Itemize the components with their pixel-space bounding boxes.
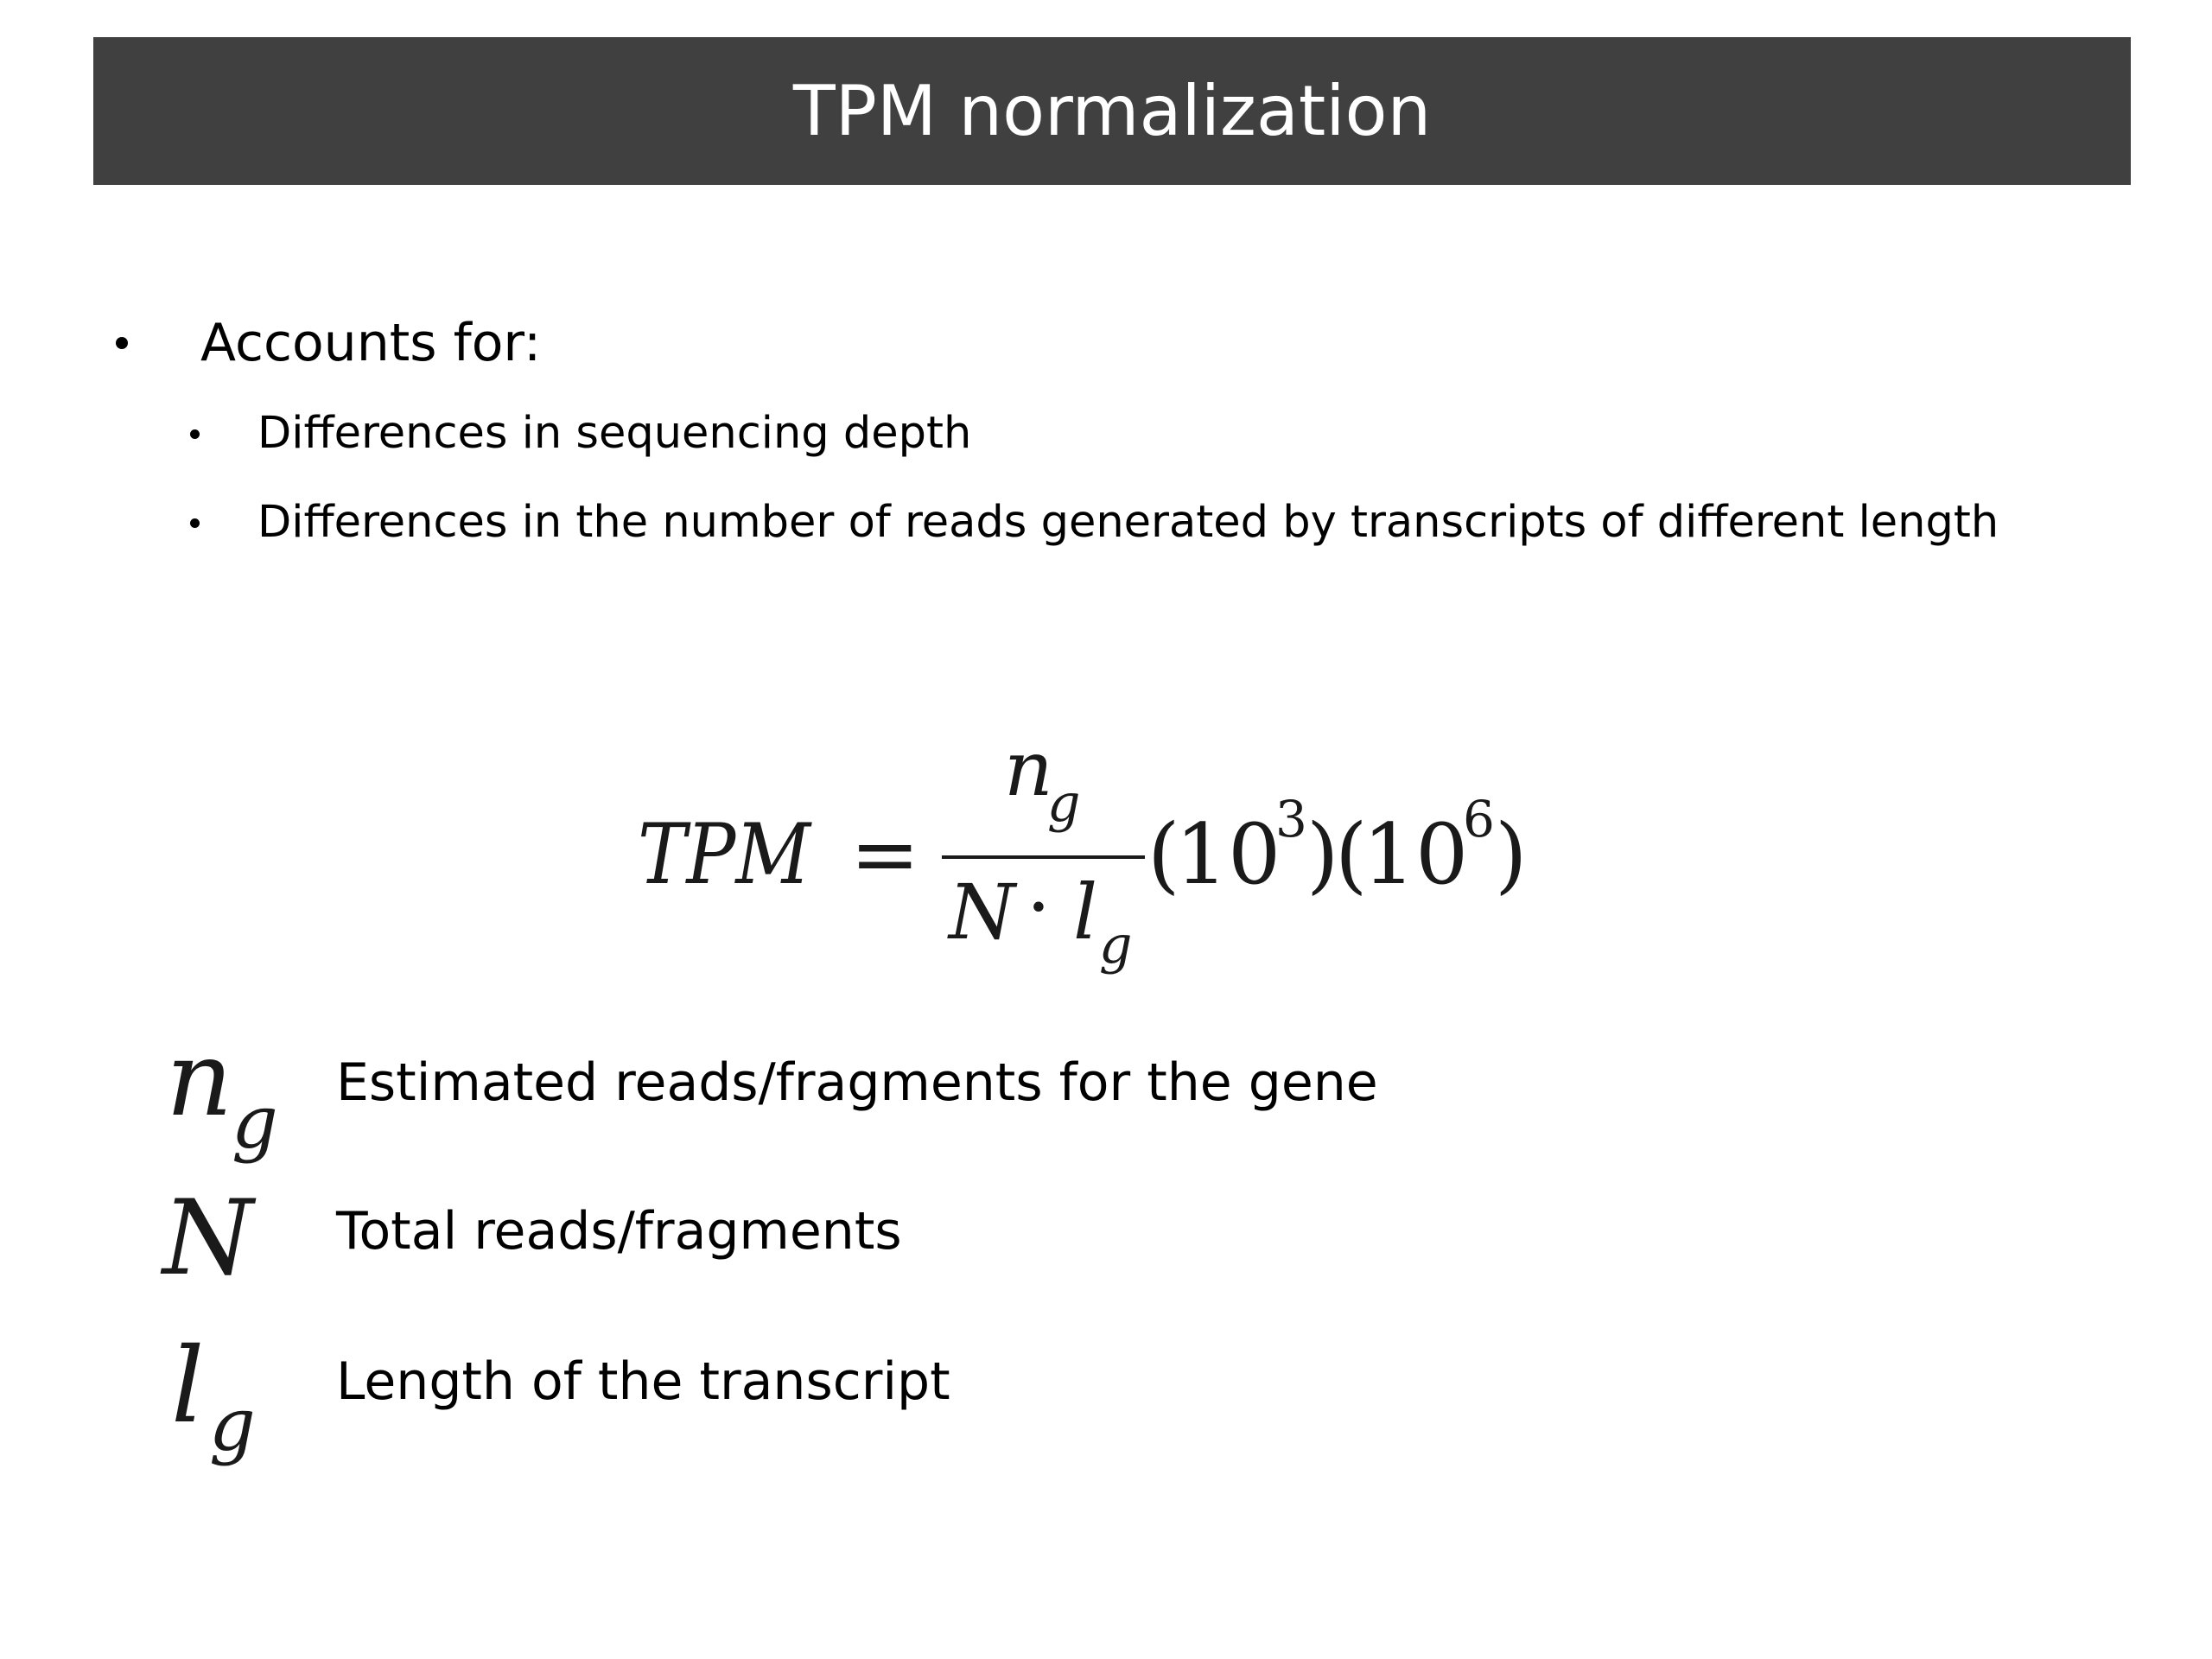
- tpm-formula: [605, 726, 1555, 976]
- bullet-heading-text: Accounts for:: [200, 313, 542, 373]
- definition-description: Total reads/fragments: [336, 1201, 902, 1262]
- slide-title: TPM normalization: [792, 70, 1432, 151]
- definition-symbol: N: [162, 1179, 253, 1299]
- definition-subscript: g: [209, 1382, 256, 1467]
- definition-description: Estimated reads/fragments for the gene: [336, 1052, 1378, 1113]
- bullet-dot-icon: [190, 518, 200, 528]
- formula-denominator-symbol-b: l: [1073, 868, 1098, 957]
- formula-open-paren: (: [1147, 806, 1180, 903]
- bullet-item-text: Differences in sequencing depth: [257, 408, 972, 459]
- bullet-item: [190, 497, 1999, 549]
- formula-factor1-base: 10: [1175, 806, 1281, 903]
- bullet-heading: [116, 313, 541, 373]
- definition-symbol: l: [171, 1326, 205, 1446]
- bullet-item-text: Differences in the number of reads generated by transcripts of different length: [257, 497, 1999, 548]
- formula-open-paren: (: [1335, 806, 1368, 903]
- formula-denominator-symbol-a: N: [949, 868, 1015, 957]
- formula-factor2-base: 10: [1363, 806, 1469, 903]
- bullet-dot-icon: [116, 337, 128, 349]
- formula-factor2-exponent: 6: [1463, 790, 1495, 849]
- formula-denominator-subscript: g: [1099, 915, 1133, 976]
- definition-subscript: g: [232, 1080, 278, 1165]
- definition-description: Length of the transcript: [336, 1351, 950, 1412]
- formula-factor1-exponent: 3: [1275, 790, 1307, 849]
- title-bar: [93, 37, 2131, 185]
- formula-close-paren: ): [1306, 806, 1339, 903]
- formula-close-paren: ): [1495, 806, 1528, 903]
- bullet-dot-icon: [190, 429, 200, 439]
- definition-symbol: n: [166, 1020, 233, 1140]
- formula-lhs: TPM: [638, 806, 813, 903]
- formula-numerator-subscript: g: [1047, 773, 1081, 834]
- formula-equals: =: [850, 806, 920, 903]
- formula-numerator-symbol: n: [1004, 724, 1053, 813]
- bullet-item: [190, 408, 971, 460]
- formula-denominator-dot: ·: [1027, 862, 1051, 951]
